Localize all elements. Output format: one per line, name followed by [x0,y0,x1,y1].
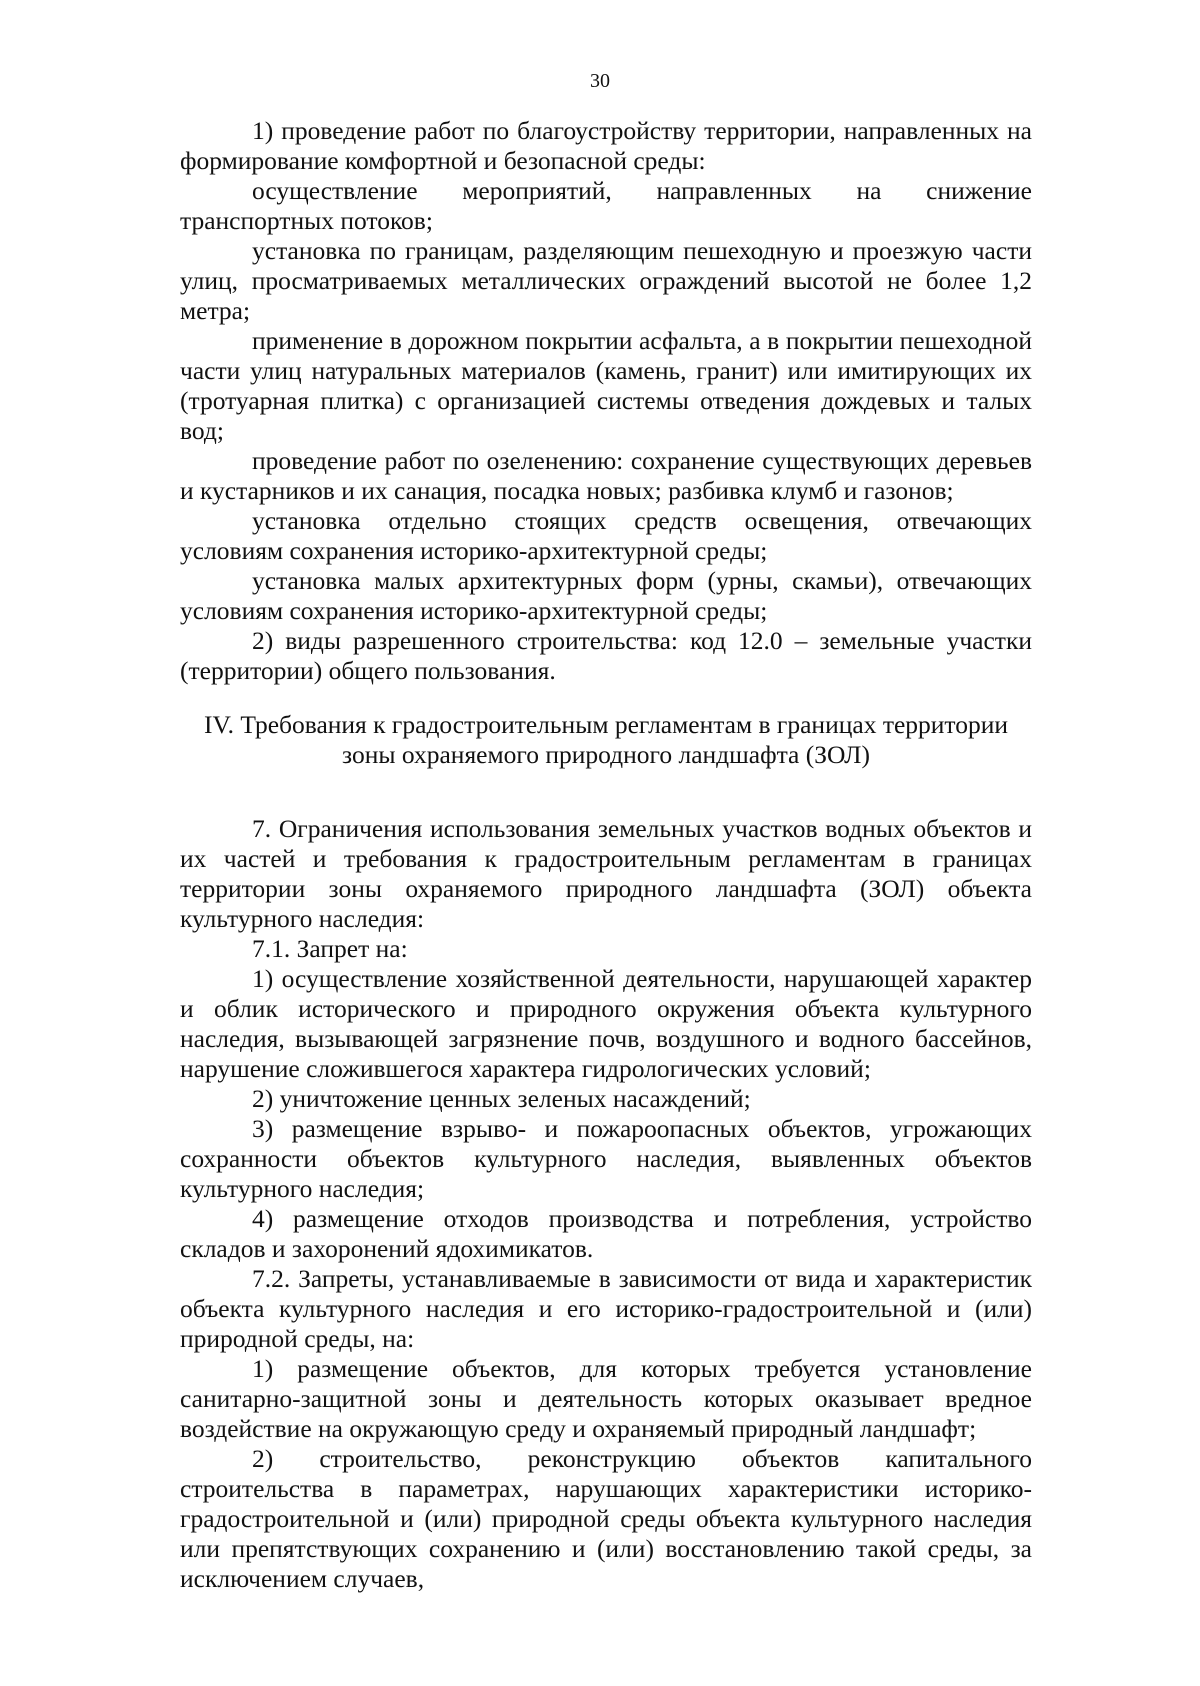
paragraph: осуществление мероприятий, направленных на снижение транспортных потоков; [180,176,1032,235]
paragraph: 1) проведение работ по благоустройству территории, направленных на формирование комфортной и безопасной среды: [180,116,1032,175]
paragraph: проведение работ по озеленению: сохранение существующих деревьев и кустарников и их санация, посадка новых; разбивка клумб и газонов; [180,446,1032,505]
paragraph: 4) размещение отходов производства и потребления, устройство складов и захоронений ядохимикатов. [180,1204,1032,1263]
section-heading [180,710,1032,770]
paragraph: 7.2. Запреты, устанавливаемые в зависимости от вида и характеристик объекта культурного наследия и его историко-градостроительной и (или) природной среды, на: [180,1264,1032,1353]
paragraph: 2) уничтожение ценных зеленых насаждений; [252,1084,751,1113]
paragraph: 3) размещение взрыво- и пожароопасных объектов, угрожающих сохранности объектов культурного наследия, выявленных объектов культурного наследия; [180,1114,1032,1203]
paragraph: 1) размещение объектов, для которых требуется установление санитарно-защитной зоны и деятельность которых оказывает вредное воздействие на окружающую среду и охраняемый природный ландшафт; [180,1354,1032,1443]
paragraph: установка отдельно стоящих средств освещения, отвечающих условиям сохранения историко-архитектурной среды; [180,506,1032,565]
section-heading-line: зоны охраняемого природного ландшафта (ЗОЛ) [342,740,870,769]
paragraph: применение в дорожном покрытии асфальта, а в покрытии пешеходной части улиц натуральных материалов (камень, гранит) или имитирующих их (тротуарная плитка) с организацией системы отведения дождевых и талых вод; [180,326,1032,445]
section-heading-line: IV. Требования к градостроительным регламентам в границах территории [203,710,1009,739]
page-number: 30 [590,70,610,92]
paragraph: 2) виды разрешенного строительства: код 12.0 – земельные участки (территории) общего пользования. [180,626,1032,685]
paragraph: 1) осуществление хозяйственной деятельности, нарушающей характер и облик исторического и природного окружения объекта культурного наследия, вызывающей загрязнение почв, воздушного и водного бассейнов, нарушение сложившегося характера гидрологических условий; [180,964,1032,1083]
paragraph: установка малых архитектурных форм (урны, скамьи), отвечающих условиям сохранения историко-архитектурной среды; [180,566,1032,625]
paragraph: 2) строительство, реконструкцию объектов капитального строительства в параметрах, нарушающих характеристики историко-градостроительной и (или) природной среды объекта культурного наследия или препятствующих сохранению и (или) восстановлению такой среды, за исключением случаев, [180,1444,1032,1593]
paragraph: установка по границам, разделяющим пешеходную и проезжую части улиц, просматриваемых металлических ограждений высотой не более 1,2 метра; [180,236,1032,325]
paragraph: 7. Ограничения использования земельных участков водных объектов и их частей и требования к градостроительным регламентам в границах территории зоны охраняемого природного ландшафта (ЗОЛ) объекта культурного наследия: [180,814,1032,933]
paragraph: 7.1. Запрет на: [252,934,408,963]
document-body [180,116,1032,1594]
